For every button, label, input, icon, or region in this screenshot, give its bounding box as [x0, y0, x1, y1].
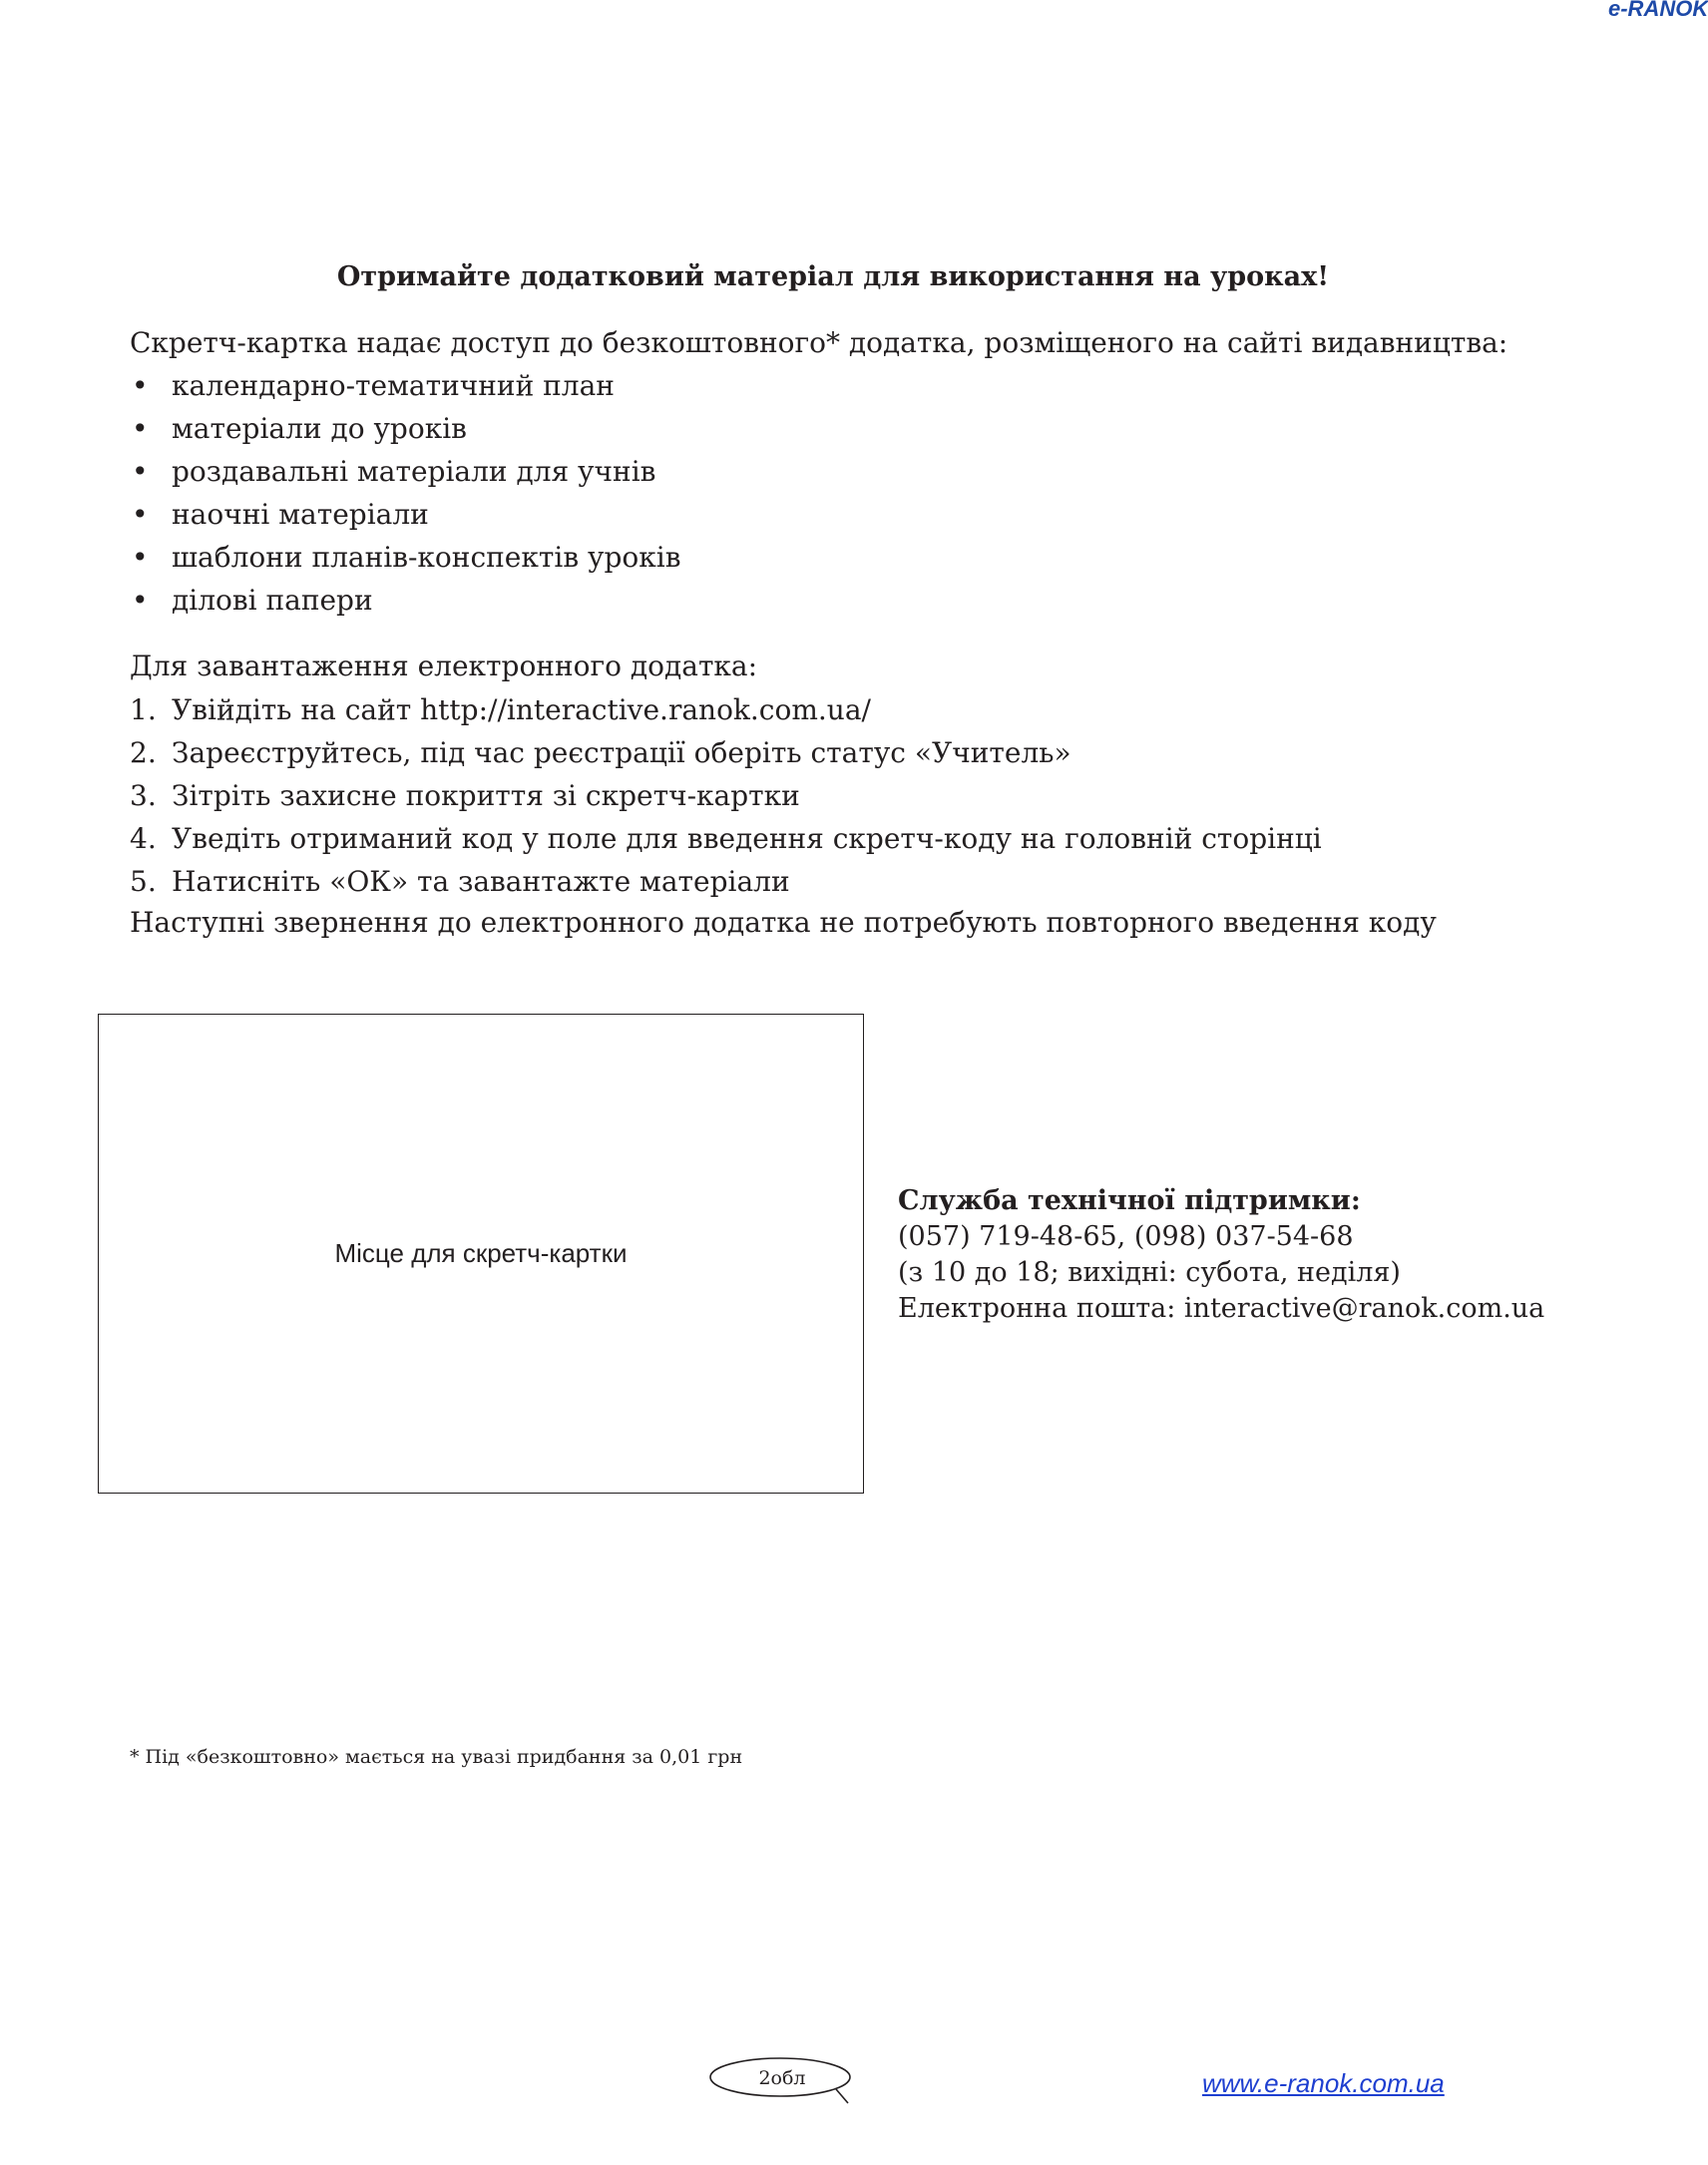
steps-heading: Для завантаження електронного додатка: — [130, 650, 758, 682]
list-item: • шаблони планів-конспектів уроків — [130, 536, 680, 579]
step-text: Зареєструйтесь, під час реєстрації оберіть статус «Учитель» — [172, 736, 1071, 769]
scratch-card-label: Місце для скретч-картки — [334, 1238, 628, 1268]
support-phones: (057) 719-48-65, (098) 037-54-68 — [898, 1221, 1354, 1252]
website-link[interactable]: www.e-ranok.com.ua — [1202, 2068, 1445, 2098]
scratch-card-placeholder — [98, 1014, 864, 1494]
materials-list — [130, 364, 680, 622]
step-item — [130, 688, 1322, 731]
page-number-badge — [708, 2055, 856, 2107]
support-hours: (з 10 до 18; вихідні: субота, неділя) — [898, 1257, 1401, 1288]
publisher-logo — [1608, 0, 1708, 22]
support-title: Служба технічної підтримки: — [898, 1185, 1361, 1216]
step-item — [130, 817, 1322, 860]
step-number: 4. — [130, 822, 157, 855]
step-item — [130, 774, 1322, 817]
support-email: Електронна пошта: interactive@ranok.com.ua — [898, 1293, 1545, 1324]
list-item: • матеріали до уроків — [130, 407, 680, 450]
list-item: • ділові папери — [130, 579, 680, 622]
logo-text: e-RANOK — [1608, 0, 1708, 21]
step-text: Увійдіть на сайт http://interactive.ranok.com.ua/ — [172, 693, 871, 726]
intro-text: Скретч-картка надає доступ до безкоштовного* додатка, розміщеного на сайті видавництва: — [130, 326, 1508, 359]
step-item — [130, 731, 1322, 774]
step-number: 5. — [130, 865, 157, 898]
list-item: • календарно-тематичний план — [130, 364, 680, 407]
footnote: * Під «безкоштовно» мається на увазі придбання за 0,01 грн — [130, 1746, 743, 1768]
step-text: Уведіть отриманий код у поле для введення скретч-коду на головній сторінці — [172, 822, 1322, 855]
list-item: • наочні матеріали — [130, 493, 680, 536]
support-info — [898, 1183, 1544, 1327]
step-item — [130, 860, 1322, 903]
download-steps — [130, 688, 1322, 903]
list-item: • роздавальні матеріали для учнів — [130, 450, 680, 493]
page-title: Отримайте додатковий матеріал для використання на уроках! — [336, 261, 1330, 292]
step-text: Зітріть захисне покриття зі скретч-картки — [172, 779, 800, 812]
step-number: 1. — [130, 693, 157, 726]
page-number: 2обл — [758, 2067, 806, 2089]
step-number: 3. — [130, 779, 157, 812]
repeat-access-note: Наступні звернення до електронного додатка не потребують повторного введення коду — [130, 906, 1437, 939]
step-text: Натисніть «ОК» та завантажте матеріали — [172, 865, 790, 898]
step-number: 2. — [130, 736, 157, 769]
